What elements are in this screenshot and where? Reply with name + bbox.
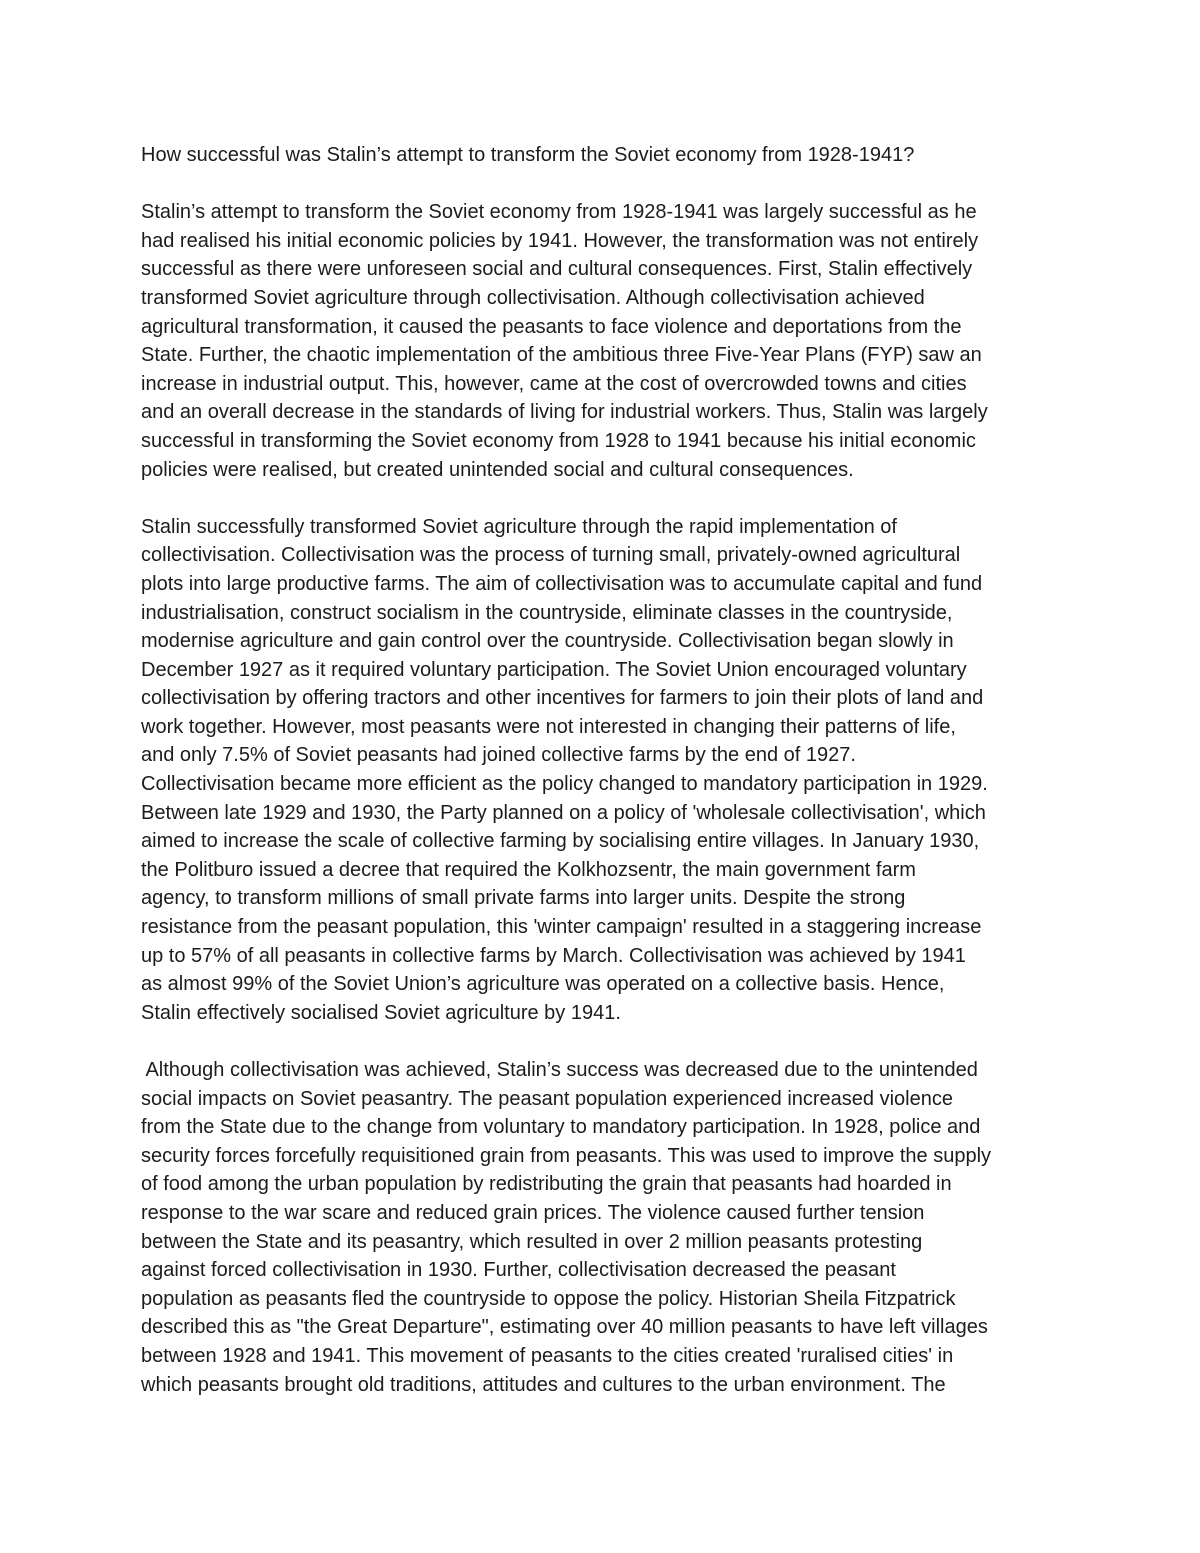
text-line: transformed Soviet agriculture through collectivisation. Although collectivisation achieved: [141, 286, 925, 309]
text-line: social impacts on Soviet peasantry. The peasant population experienced increased violence: [141, 1087, 953, 1110]
text-line: from the State due to the change from voluntary to mandatory participation. In 1928, police and: [141, 1116, 981, 1139]
text-line: Between late 1929 and 1930, the Party planned on a policy of 'wholesale collectivisation', which: [141, 801, 986, 824]
text-line: resistance from the peasant population, this 'winter campaign' resulted in a staggering increase: [141, 916, 982, 939]
document-body: [141, 141, 1071, 1399]
text-line: State. Further, the chaotic implementation of the ambitious three Five-Year Plans (FYP) saw an: [141, 344, 982, 367]
text-line: between 1928 and 1941. This movement of peasants to the cities created 'ruralised cities' in: [141, 1344, 954, 1367]
text-line: up to 57% of all peasants in collective farms by March. Collectivisation was achieved by 1941: [141, 944, 966, 967]
text-line: successful as there were unforeseen social and cultural consequences. First, Stalin effectively: [141, 258, 973, 281]
text-line: increase in industrial output. This, however, came at the cost of overcrowded towns and cities: [141, 372, 967, 395]
paragraph-gap: [141, 170, 1071, 199]
text-line: Although collectivisation was achieved, Stalin’s success was decreased due to the unintended: [141, 1059, 978, 1081]
text-line: against forced collectivisation in 1930. Further, collectivisation decreased the peasant: [141, 1259, 896, 1282]
document-title: How successful was Stalin’s attempt to transform the Soviet economy from 1928-1941?: [141, 144, 915, 166]
text-line: and an overall decrease in the standards of living for industrial workers. Thus, Stalin was largely: [141, 401, 988, 424]
text-line: response to the war scare and reduced grain prices. The violence caused further tension: [141, 1201, 925, 1224]
text-line: agricultural transformation, it caused the peasants to face violence and deportations from the: [141, 315, 962, 338]
paragraph-introduction: [141, 198, 1071, 484]
text-line: Stalin’s attempt to transform the Soviet economy from 1928-1941 was largely successful as he: [141, 201, 977, 224]
text-line: collectivisation. Collectivisation was the process of turning small, privately-owned agricultural: [141, 544, 961, 567]
paragraph-agriculture: [141, 513, 1071, 1028]
text-line: described this as "the Great Departure", estimating over 40 million peasants to have left villages: [141, 1316, 988, 1339]
text-line: the Politburo issued a decree that required the Kolkhozsentr, the main government farm: [141, 858, 916, 881]
text-line: agency, to transform millions of small private farms into larger units. Despite the strong: [141, 887, 906, 910]
paragraph-social-impacts: [141, 1056, 1071, 1399]
text-line: successful in transforming the Soviet economy from 1928 to 1941 because his initial economic: [141, 429, 976, 452]
text-line: as almost 99% of the Soviet Union’s agriculture was operated on a collective basis. Hence,: [141, 973, 945, 996]
text-line: Stalin successfully transformed Soviet agriculture through the rapid implementation of: [141, 515, 897, 538]
text-line: December 1927 as it required voluntary participation. The Soviet Union encouraged voluntary: [141, 658, 967, 681]
text-line: population as peasants fled the countryside to oppose the policy. Historian Sheila Fitzpatrick: [141, 1287, 956, 1310]
text-line: modernise agriculture and gain control over the countryside. Collectivisation began slowly in: [141, 630, 954, 653]
text-line: security forces forcefully requisitioned grain from peasants. This was used to improve the supply: [141, 1144, 992, 1167]
text-line: and only 7.5% of Soviet peasants had joined collective farms by the end of 1927.: [141, 744, 856, 767]
text-line: aimed to increase the scale of collective farming by socialising entire villages. In January 1930,: [141, 830, 980, 853]
paragraph-gap: [141, 1027, 1071, 1056]
text-line: Stalin effectively socialised Soviet agriculture by 1941.: [141, 1001, 621, 1024]
text-line: had realised his initial economic policies by 1941. However, the transformation was not entirely: [141, 229, 979, 252]
text-line: collectivisation by offering tractors and other incentives for farmers to join their plots of land and: [141, 687, 984, 710]
text-line: which peasants brought old traditions, attitudes and cultures to the urban environment. The: [141, 1373, 946, 1396]
text-line: policies were realised, but created unintended social and cultural consequences.: [141, 458, 854, 481]
text-line: industrialisation, construct socialism in the countryside, eliminate classes in the countryside,: [141, 601, 953, 624]
text-line: between the State and its peasantry, which resulted in over 2 million peasants protesting: [141, 1230, 923, 1253]
text-line: of food among the urban population by redistributing the grain that peasants had hoarded in: [141, 1173, 952, 1196]
text-line: plots into large productive farms. The aim of collectivisation was to accumulate capital and fund: [141, 572, 983, 595]
paragraph-gap: [141, 484, 1071, 513]
text-line: work together. However, most peasants were not interested in changing their patterns of life,: [141, 715, 956, 738]
text-line: Collectivisation became more efficient as the policy changed to mandatory participation in 1929.: [141, 773, 988, 796]
